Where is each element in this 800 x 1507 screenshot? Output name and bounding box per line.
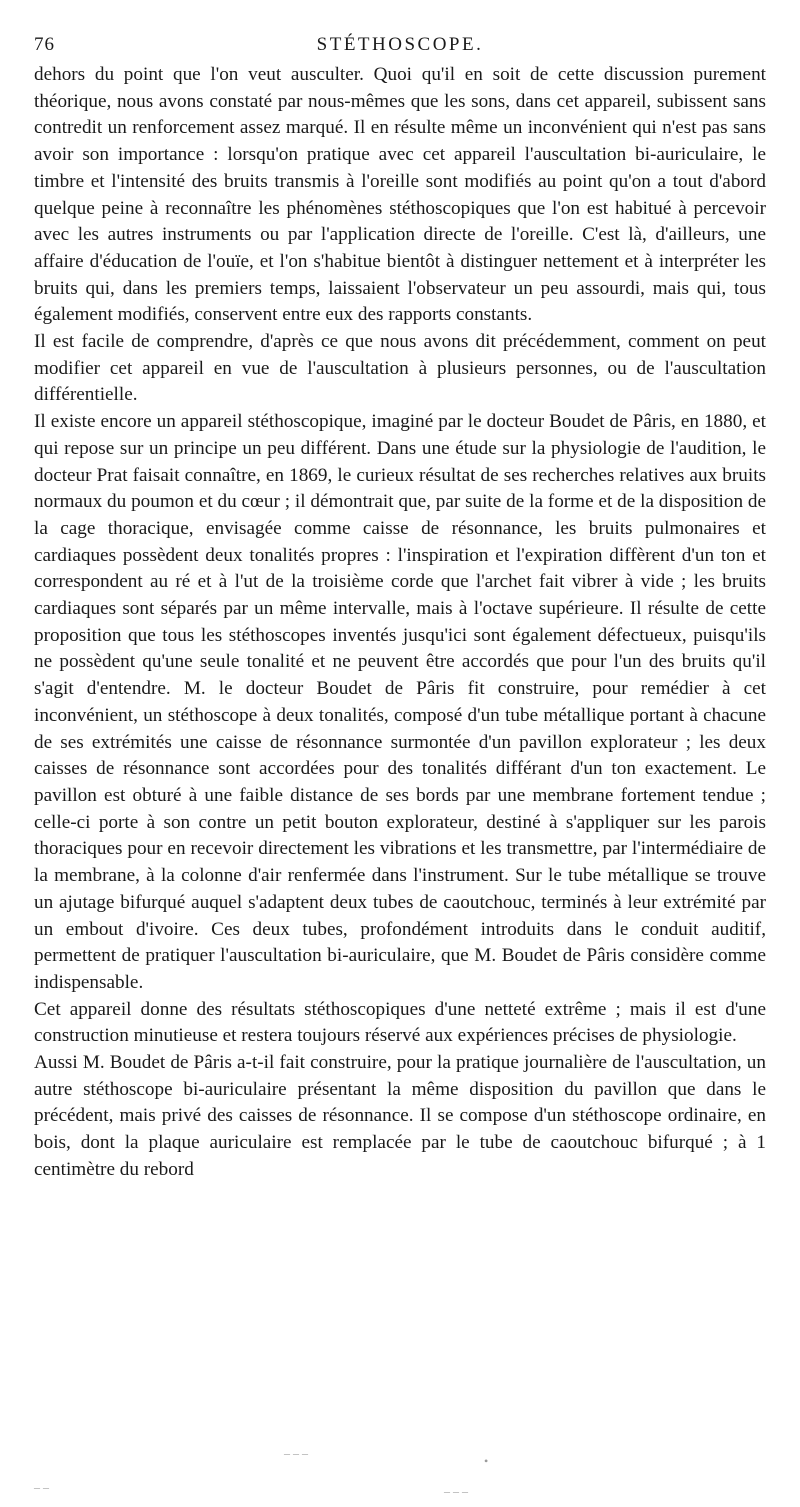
paragraph: Il est facile de comprendre, d'après ce que nous avons dit précédemment, comment on peut modifier cet appareil en vue de l'auscultation à plusieurs personnes, ou de l'auscultation différentielle. — [34, 331, 766, 406]
body-text — [34, 62, 766, 1184]
page-number: 76 — [34, 34, 55, 55]
paragraph: Il existe encore un appareil stéthoscopique, imaginé par le docteur Boudet de Pâris, en 1880, et qui repose sur un principe un peu différent. Dans une étude sur la physiologie de l'audition, le docteur Prat faisait connaître, en 1869, le curieux résultat de ses recherches relatives aux bruits normaux du poumon et du cœur ; il démontrait que, par suite de la forme et de la disposition de la cage thoracique, envisagée comme caisse de résonnance, les bruits pulmonaires et cardiaques possèdent deux tonalités propres : l'inspiration et l'expiration diffèrent d'un ton et correspondent au ré et à l'ut de la troisième corde que l'archet fait vibrer à vide ; les bruits cardiaques sont séparés par un même intervalle, mais à l'octave supérieure. Il résulte de cette proposition que tous les stéthoscopes inventés jusqu'ici sont également défectueux, puisqu'ils ne possèdent qu'une seule tonalité et ne peuvent être accordés que pour l'un des bruits qu'il s'agit d'entendre. M. le docteur Boudet de Pâris fit construire, pour remédier à cet inconvénient, un stéthoscope à deux tonalités, composé d'un tube métallique portant à chacune de ses extrémités une caisse de résonnance surmontée d'un pavillon explorateur ; les deux caisses de résonnance sont accordées pour des tonalités différant d'un ton exactement. Le pavillon est obturé à une faible distance de ses bords par une membrane fortement tendue ; celle-ci porte à son contre un petit bouton explorateur, destiné à s'appliquer sur les parois thoraciques pour en recevoir directement les vibrations et les transmettre, par l'intermédiaire de la membrane, à la colonne d'air renfermée dans l'instrument. Sur le tube métallique se trouve un ajutage bifurqué auquel s'adaptent deux tubes de caoutchouc, terminés à leur extrémité par un embout d'ivoire. Ces deux tubes, profondément introduits dans le conduit auditif, permettent de pratiquer l'auscultation bi-auriculaire, que M. Boudet de Pâris considère comme indispensable. — [34, 411, 766, 993]
scan-dot-mark: • — [484, 1454, 489, 1468]
paragraph: Cet appareil donne des résultats stéthoscopiques d'une netteté extrême ; mais il est d'une construction minutieuse et restera toujours réservé aux expériences précises de physiologie. — [34, 998, 766, 1047]
scan-dash-mark: – – – — [444, 1484, 468, 1498]
scan-artifacts — [34, 1440, 766, 1500]
paragraph: Aussi M. Boudet de Pâris a-t-il fait construire, pour la pratique journalière de l'auscultation, un autre stéthoscope bi-auriculaire présentant la même disposition du pavillon que dans le précédent, mais privé des caisses de résonnance. Il se compose d'un stéthoscope ordinaire, en bois, dont la plaque auriculaire est remplacée par le tube de caoutchouc bifurqué ; à 1 centimètre du rebord — [34, 1052, 766, 1180]
running-head — [34, 26, 766, 56]
scan-dash-mark: – – — [34, 1480, 49, 1494]
paragraph: dehors du point que l'on veut ausculter. Quoi qu'il en soit de cette discussion purement théorique, nous avons constaté par nous-mêmes que les sons, dans cet appareil, subissent sans contredit un renforcement assez marqué. Il en résulte même un inconvénient qui n'est pas sans avoir son importance : lorsqu'on pratique avec cet appareil l'auscultation bi-auriculaire, le timbre et l'intensité des bruits transmis à l'oreille sont modifiés au point qu'on a tout d'abord quelque peine à reconnaître les phénomènes stéthoscopiques que l'on est habitué à percevoir avec les autres instruments ou par l'application directe de l'oreille. C'est là, d'ailleurs, une affaire d'éducation de l'ouïe, et l'on s'habitue bientôt à distinguer nettement et à interpréter les bruits qui, dans les premiers temps, laissaient l'observateur un peu assourdi, mais qui, tous également modifiés, conservent entre eux des rapports constants. — [34, 64, 766, 326]
scan-dash-mark: – – – — [284, 1446, 308, 1460]
running-title: STÉTHOSCOPE. — [316, 34, 484, 55]
